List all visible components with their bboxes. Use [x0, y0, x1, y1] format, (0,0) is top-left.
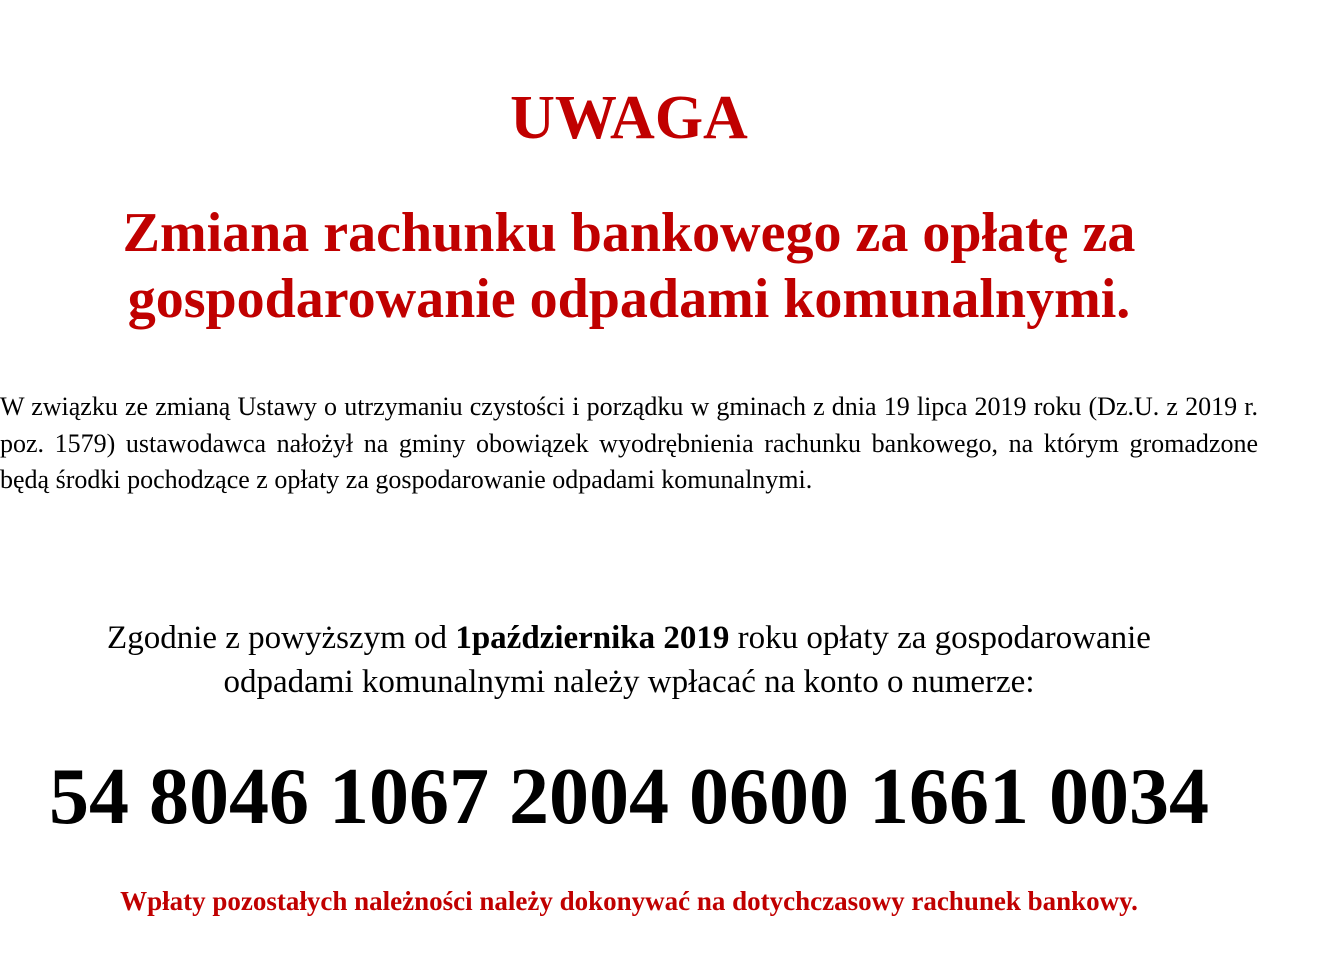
title-line-1: Zmiana rachunku bankowego za opłatę za [122, 202, 1136, 264]
footer-note: Wpłaty pozostałych należności należy dokonywać na dotychczasowy rachunek bankowy. [120, 886, 1138, 916]
announcement-title [0, 200, 1258, 332]
intro-paragraph: W związku ze zmianą Ustawy o utrzymaniu czystości i porządku w gminach z dnia 19 lipca 2019 roku (Dz.U. z 2019 r. poz. 1579) ustawodawca nałożył na gminy obowiązek wyodrębnienia rachunku bankowego, na którym gromadzone będą środki pochodzące z opłaty za gospodarowanie odpadami komunalnymi. [0, 392, 1258, 494]
notice-date: 1października 2019 [455, 620, 730, 656]
notice-line-2: odpadami komunalnymi należy wpłacać na konto o numerze: [223, 664, 1035, 700]
notice-before: Zgodnie z powyższym od [107, 620, 456, 656]
title-line-2: gospodarowanie odpadami komunalnymi. [127, 268, 1131, 330]
notice-paragraph [0, 616, 1258, 704]
warning-heading: UWAGA [510, 84, 748, 152]
bank-account-number: 54 8046 1067 2004 0600 1661 0034 [49, 753, 1209, 841]
notice-after: roku opłaty za gospodarowanie [729, 620, 1151, 656]
